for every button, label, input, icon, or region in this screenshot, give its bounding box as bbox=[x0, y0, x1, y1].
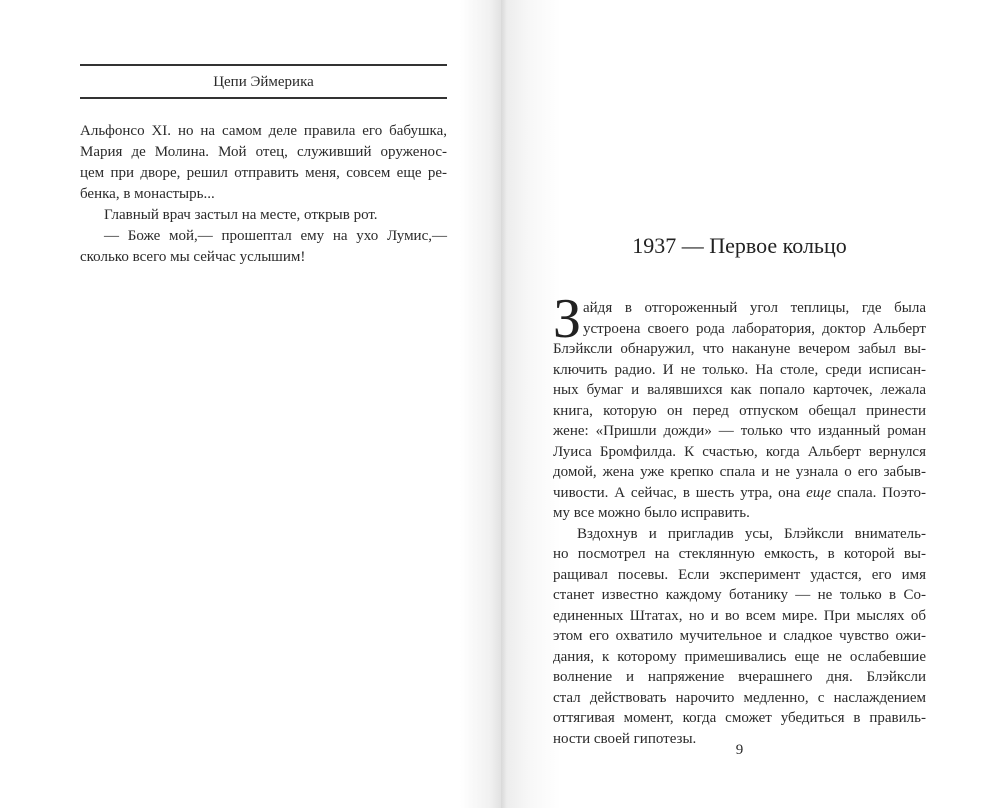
line-text: Альфонсо XI. но на самом деле правила его бабушка, bbox=[80, 123, 447, 139]
text-line bbox=[80, 121, 447, 142]
text-line bbox=[553, 503, 926, 524]
text-line bbox=[553, 688, 926, 709]
line-text: этом его охватило мучительное и сладкое чувство ожи- bbox=[553, 628, 926, 644]
line-text: сколько всего мы сейчас услышим! bbox=[80, 249, 306, 265]
text-line bbox=[553, 483, 926, 504]
header-rule-bottom bbox=[80, 97, 447, 99]
line-text: айдя в отгороженный угол теплицы, где была bbox=[583, 300, 926, 316]
line-text: му все можно было исправить. bbox=[553, 505, 750, 521]
line-text: единенных Штатах, но и во всем мире. При мыслях об bbox=[553, 607, 926, 624]
line-text: — Боже мой,— прошептал ему на ухо Лумис,— bbox=[104, 228, 447, 244]
line-text: книга, которую он перед отпуском обещал принести bbox=[553, 402, 926, 419]
line-text-after: спала. Поэто- bbox=[831, 484, 926, 501]
line-text: Блэйксли обнаружил, что накануне вечером забыл вы- bbox=[553, 341, 926, 357]
text-line bbox=[80, 226, 447, 247]
text-line bbox=[553, 626, 926, 647]
text-line bbox=[80, 142, 447, 163]
text-line bbox=[553, 442, 926, 463]
line-text: Луиса Бромфилда. К счастью, когда Альберт вернулся bbox=[553, 443, 926, 460]
line-text: чивости. А сейчас, в шесть утра, она bbox=[553, 484, 807, 501]
line-text: Мария де Молина. Мой отец, служивший оруженос- bbox=[80, 144, 447, 160]
text-line bbox=[80, 205, 447, 226]
text-line bbox=[553, 606, 926, 627]
line-text: ращивал посевы. Если эксперимент удастся, его имя bbox=[553, 566, 926, 583]
text-line bbox=[553, 298, 926, 319]
line-text: станет известно каждому ботанику — не только в Со- bbox=[553, 587, 926, 603]
line-text: ных бумаг и валявшихся как попало карточек, лежала bbox=[553, 382, 926, 398]
line-text: жене: «Пришли дожди» — только что изданный роман bbox=[553, 423, 926, 439]
line-text: устроена своего рода лаборатория, доктор Альберт bbox=[583, 320, 926, 337]
page-number: 9 bbox=[735, 742, 744, 758]
text-line bbox=[553, 401, 926, 422]
text-line bbox=[553, 421, 926, 442]
text-line bbox=[80, 163, 447, 184]
header-rule-top bbox=[80, 64, 447, 66]
text-line bbox=[553, 524, 926, 545]
line-text: домой, жена уже крепко спала и не узнала о его забыв- bbox=[553, 464, 926, 480]
line-text: волнение и напряжение вчерашнего дня. Блэйксли bbox=[553, 669, 926, 685]
line-text: Главный врач застыл на месте, открыв рот. bbox=[104, 207, 378, 223]
text-line bbox=[553, 585, 926, 606]
text-line bbox=[80, 184, 447, 205]
line-text: ности своей гипотезы. bbox=[553, 730, 697, 747]
line-text: цем при дворе, решил отправить меня, совсем еще ре- bbox=[80, 165, 447, 181]
text-line bbox=[553, 565, 926, 586]
chapter-title: 1937 — Первое кольцо bbox=[632, 233, 847, 258]
text-line bbox=[553, 667, 926, 688]
text-line bbox=[553, 380, 926, 401]
line-text: дания, к которому примешивались еще не ослабевшие bbox=[553, 648, 926, 665]
text-line bbox=[553, 339, 926, 360]
text-line bbox=[553, 319, 926, 340]
running-head: Цепи Эймерика bbox=[213, 74, 314, 90]
text-line bbox=[553, 544, 926, 565]
text-line bbox=[80, 247, 447, 268]
drop-cap: З bbox=[553, 288, 582, 350]
italic-word: еще bbox=[806, 484, 832, 501]
line-text: Вздохнув и пригладив усы, Блэйксли вниматель- bbox=[577, 525, 926, 542]
text-line bbox=[553, 462, 926, 483]
text-line bbox=[553, 708, 926, 729]
line-text: ключить радио. И не только. На столе, среди исписан- bbox=[553, 361, 926, 378]
text-line bbox=[553, 360, 926, 381]
left-page-text bbox=[80, 121, 447, 268]
line-text: стал действовать нарочито медленно, с наслаждением bbox=[553, 689, 926, 706]
text-line bbox=[553, 647, 926, 668]
right-page-text bbox=[553, 298, 926, 749]
right-page bbox=[501, 0, 1001, 808]
line-text: но посмотрел на стеклянную емкость, в которой вы- bbox=[553, 546, 926, 562]
line-text: бенка, в монастырь... bbox=[80, 186, 215, 202]
line-text: оттягивая момент, когда сможет убедиться в правиль- bbox=[553, 710, 926, 726]
